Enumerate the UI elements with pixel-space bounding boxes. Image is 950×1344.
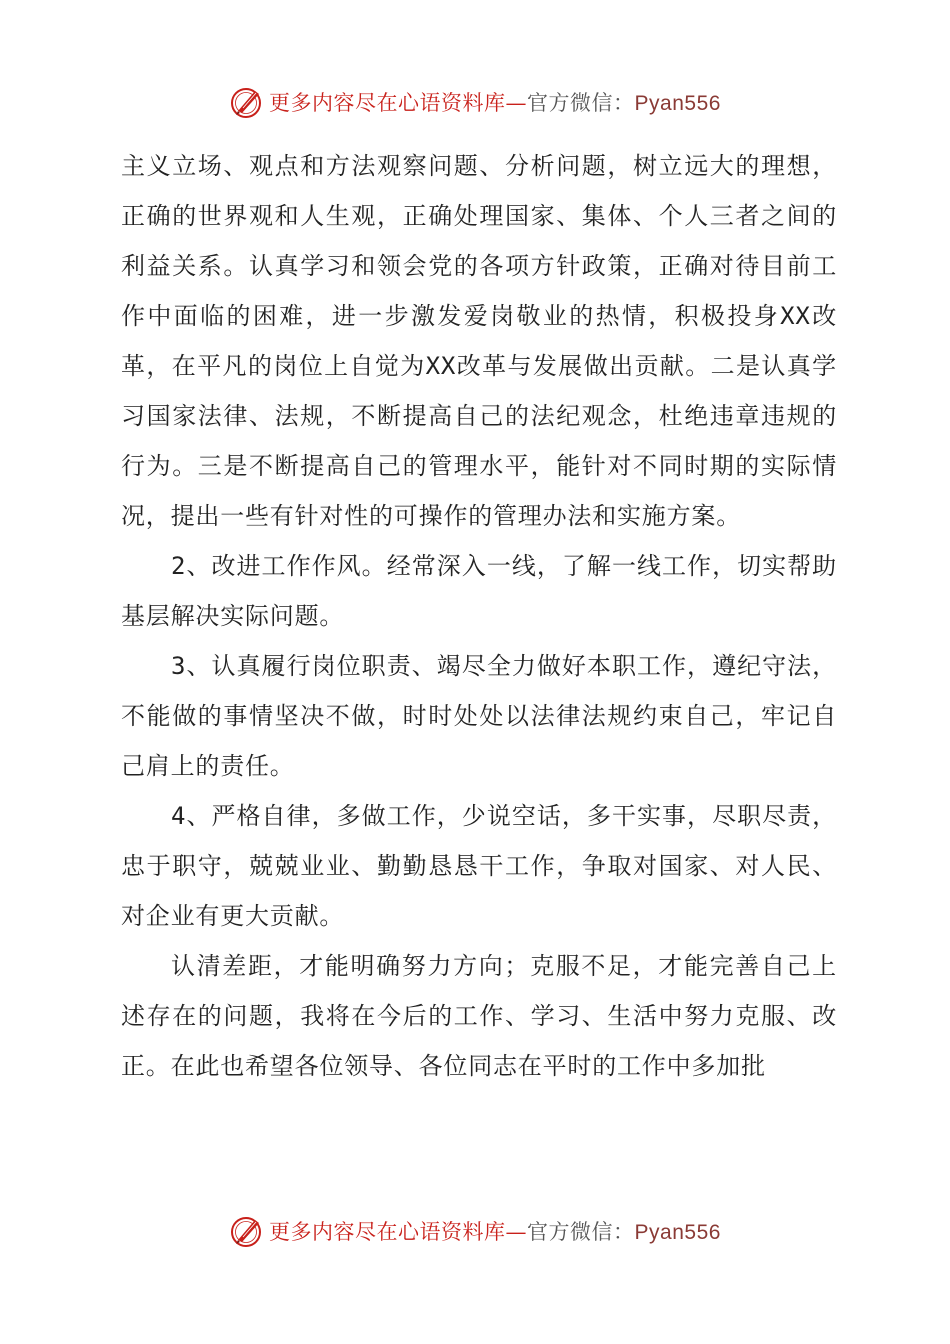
banner-text <box>269 87 721 117</box>
header-watermark-banner <box>0 82 950 122</box>
banner-dash: — <box>505 91 528 115</box>
banner-wechat-id: Pyan556 <box>634 1221 721 1244</box>
banner-dash: — <box>505 1220 528 1244</box>
paragraph-item-2: 2、改进工作作风。经常深入一线，了解一线工作，切实帮助基层解决实际问题。 <box>121 552 837 630</box>
pen-nib-circle-icon <box>229 1213 265 1249</box>
paragraph-continuation: 主义立场、观点和方法观察问题、分析问题，树立远大的理想，正确的世界观和人生观，正确处理国家、集体、个人三者之间的利益关系。认真学习和领会党的各项方针政策，正确对待目前工作中面临的困难，进一步激发爱岗敬业的热情，积极投身XX改革，在平凡的岗位上自觉为XX改革与发展做出贡献。二是认真学习国家法律、法规，不断提高自己的法纪观念，杜绝违章违规的行为。三是不断提高自己的管理水平，能针对不同时期的实际情况，提出一些有针对性的可操作的管理办法和实施方案。 <box>121 152 837 530</box>
pen-nib-circle-icon <box>229 84 265 120</box>
banner-main-text: 更多内容尽在心语资料库 <box>269 91 506 115</box>
footer-watermark-banner <box>0 1211 950 1251</box>
banner-wechat-id: Pyan556 <box>634 92 721 115</box>
paragraph-item-4: 4、严格自律，多做工作，少说空话，多干实事，尽职尽责，忠于职守，兢兢业业、勤勤恳恳干工作，争取对国家、对人民、对企业有更大贡献。 <box>121 802 837 930</box>
paragraph-item-3: 3、认真履行岗位职责、竭尽全力做好本职工作，遵纪守法，不能做的事情坚决不做，时时处处以法律法规约束自己，牢记自己肩上的责任。 <box>121 652 837 780</box>
banner-text <box>269 1216 721 1246</box>
banner-wechat-label: 官方微信： <box>527 91 635 115</box>
document-body <box>121 141 837 1091</box>
banner-wechat-label: 官方微信： <box>527 1220 635 1244</box>
paragraph-conclusion: 认清差距，才能明确努力方向；克服不足，才能完善自己上述存在的问题，我将在今后的工作、学习、生活中努力克服、改正。在此也希望各位领导、各位同志在平时的工作中多加批 <box>121 952 837 1080</box>
banner-main-text: 更多内容尽在心语资料库 <box>269 1220 506 1244</box>
